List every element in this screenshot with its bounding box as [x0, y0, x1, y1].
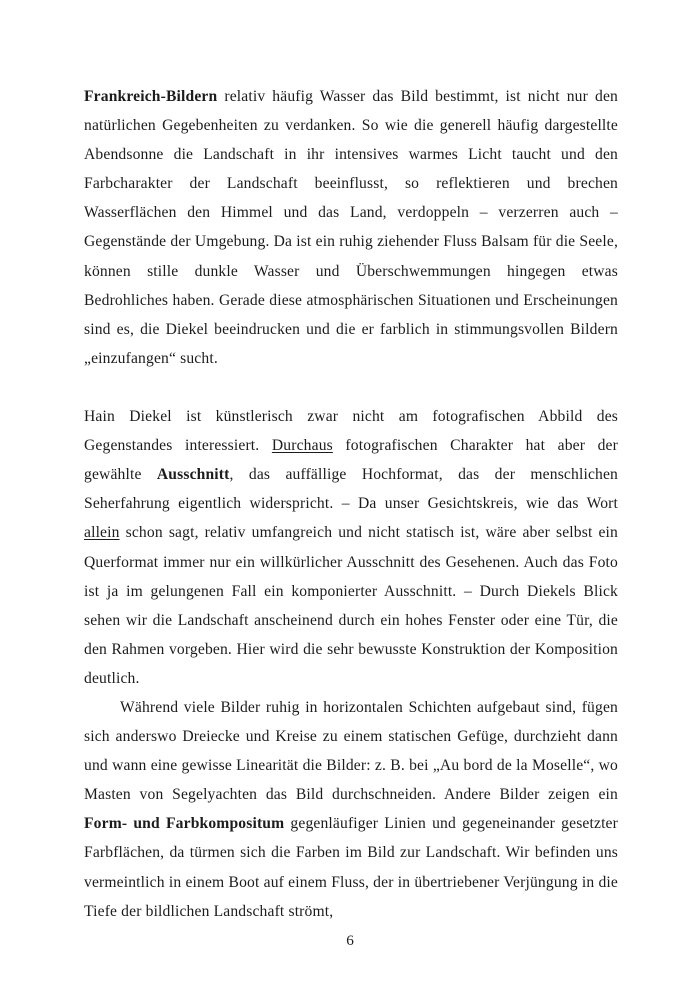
text-run: fotografischen Charakter hat aber der gewählte: [84, 437, 618, 484]
underlined-emphasis: allein: [84, 524, 120, 542]
bold-emphasis: Frankreich-Bildern: [84, 88, 218, 105]
text-run: , das auffällige Hochformat, das der menschlichen Seherfahrung eigentlich widerspricht. – Da unser Gesichtskreis, wie das Wort: [84, 466, 618, 513]
text-run: Während viele Bilder ruhig in horizontalen Schichten aufgebaut sind, fügen sich anderswo Dreiecke und Kreise zu einem statischen Gefüge, durchzieht dann und wann eine gewisse Linearität die Bilder: z. B. bei „Au bord de la Moselle“, wo Masten von Segelyachten das Bild durchschneiden. Andere Bilder zeigen ein: [84, 698, 618, 804]
paragraph-hain-diekel: [84, 402, 618, 693]
bold-emphasis: Ausschnitt: [156, 466, 230, 484]
underlined-emphasis: Durchaus: [271, 437, 333, 455]
paragraph-frankreich-bildern: [84, 82, 618, 373]
text-run: Hain Diekel ist künstlerisch zwar nicht am fotografischen Abbild des Gegenstandes interessiert.: [84, 408, 618, 455]
text-run: gegenläufiger Linien und gegeneinander gesetzter Farbflächen, da türmen sich die Farben im Bild zur Landschaft. Wir befinden uns vermeintlich in einem Boot auf einem Fluss, der in übertriebener Verjüngung in die Tiefe der bildlichen Landschaft strömt,: [84, 815, 618, 920]
body-text-column: [84, 82, 618, 926]
bold-emphasis: Form- und Farbkompositum: [84, 815, 285, 833]
text-run: schon sagt, relativ umfangreich und nicht statisch ist, wäre aber selbst ein Querformat immer nur ein willkürlicher Ausschnitt des Gesehenen. Auch das Foto ist ja im gelungenen Fall ein komponierter Ausschnitt. – Durch Diekels Blick sehen wir die Landschaft anscheinend durch ein hohes Fenster oder eine Tür, die den Rahmen vorgeben. Hier wird die sehr bewusste Konstruktion der Komposition deutlich.: [84, 524, 618, 687]
paragraph-waehrend-viele-bilder: [84, 693, 618, 926]
page-number: 6: [346, 932, 354, 949]
text-run: relativ häufig Wasser das Bild bestimmt, ist nicht nur den natürlichen Gegebenheiten zu verdanken. So wie die generell häufig dargestellte Abendsonne die Landschaft in ihr intensives warmes Licht taucht und den Farbcharakter der Landschaft beeinflusst, so reflektieren und brechen Wasserflächen den Himmel und das Land, verdoppeln – verzerren auch – Gegenstände der Umgebung. Da ist ein ruhig ziehender Fluss Balsam für die Seele, können stille dunkle Wasser und Überschwemmungen hingegen etwas Bedrohliches haben. Gerade diese atmosphärischen Situationen und Erscheinungen sind es, die Diekel beeindrucken und die er farblich in stimmungsvollen Bildern „einzufangen“ sucht.: [84, 88, 618, 367]
